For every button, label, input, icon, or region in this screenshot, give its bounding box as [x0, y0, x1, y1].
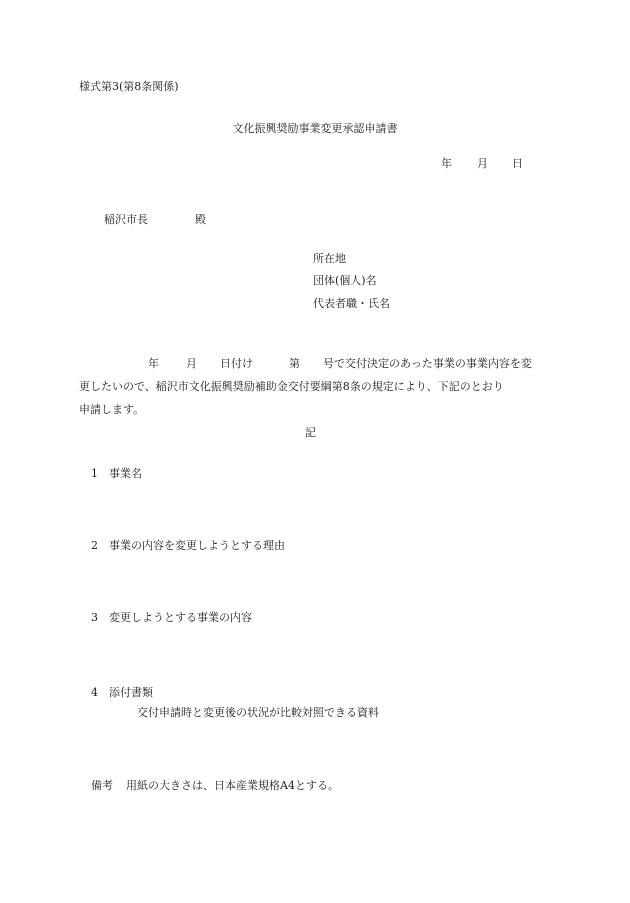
addressee-honorific: 殿: [195, 213, 206, 226]
note-text: 用紙の大きさは、日本産業規格A4とする。: [126, 779, 339, 792]
body-number-prefix: 第: [289, 357, 300, 370]
item-3-label: 変更しようとする事業の内容: [109, 611, 252, 624]
body-line2: 更したいので、稲沢市文化振興奨励補助金交付要綱第8条の規定により、下記のとおり: [79, 380, 504, 393]
item-1-label: 事業名: [109, 467, 142, 480]
item-4-number: 4: [91, 686, 98, 699]
item-3-number: 3: [91, 611, 98, 624]
form-number: 様式第3(第8条関係): [79, 80, 179, 93]
item-2-label: 事業の内容を変更しようとする理由: [109, 539, 285, 552]
note-label: 備考: [91, 779, 113, 792]
item-4-detail: 交付申請時と変更後の状況が比較対照できる資料: [137, 706, 379, 719]
applicant-representative-label: 代表者職・氏名: [313, 297, 390, 310]
body-dated-label: 日付け: [220, 357, 253, 370]
item-1-number: 1: [91, 467, 98, 480]
date-year-label: 年: [441, 157, 452, 170]
body-year-label: 年: [148, 357, 159, 370]
item-2-number: 2: [91, 539, 98, 552]
item-4-label: 添付書類: [109, 686, 153, 699]
ki-heading: 記: [305, 426, 316, 439]
body-line1-text: 号で交付決定のあった事業の事業内容を変: [323, 357, 532, 370]
applicant-address-label: 所在地: [313, 252, 346, 265]
applicant-group-label: 団体(個人)名: [313, 274, 377, 287]
document-title: 文化振興奨励事業変更承認申請書: [232, 122, 398, 135]
body-month-label: 月: [186, 357, 197, 370]
date-day-label: 日: [512, 157, 523, 170]
body-line3: 申請します。: [79, 403, 145, 416]
date-month-label: 月: [477, 157, 488, 170]
addressee-name: 稲沢市長: [104, 213, 148, 226]
